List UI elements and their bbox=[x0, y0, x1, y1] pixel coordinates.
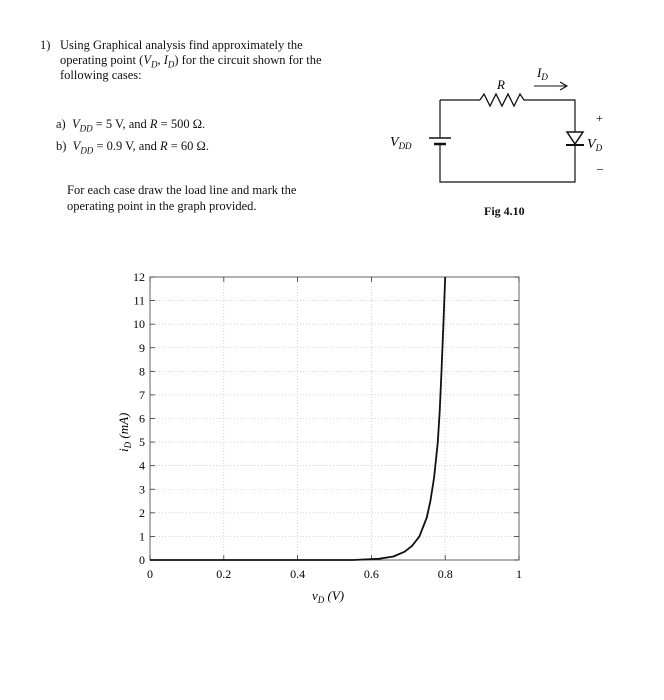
x-tick-label: 0.6 bbox=[363, 567, 379, 581]
y-tick-label: 10 bbox=[133, 317, 145, 332]
y-tick-label: 4 bbox=[139, 458, 145, 473]
plus-sign: + bbox=[596, 111, 603, 125]
chart-plot-area bbox=[150, 277, 519, 560]
y-tick-label: 8 bbox=[139, 364, 145, 379]
y-tick-label: 0 bbox=[139, 553, 145, 567]
question-number: 1) bbox=[40, 38, 51, 52]
chart-ticks bbox=[133, 270, 522, 581]
instruction-line-2: operating point in the graph provided. bbox=[67, 199, 257, 213]
resistor-label: R bbox=[497, 77, 505, 92]
y-tick-label: 11 bbox=[133, 293, 145, 308]
x-tick-label: 0 bbox=[147, 567, 153, 581]
source-label: $V_{DD}$ bbox=[390, 135, 412, 151]
y-tick-label: 6 bbox=[139, 411, 145, 426]
question-line-1: Using Graphical analysis find approximately the bbox=[60, 38, 303, 52]
case-b: b) $V_{DD} = 0.9$ V, and R = 60 Ω. bbox=[56, 139, 209, 156]
chart-ylabel: $i_D$ (mA) bbox=[116, 412, 133, 452]
x-tick-label: 1 bbox=[516, 567, 522, 581]
question-line-3: following cases: bbox=[60, 68, 142, 82]
x-tick-label: 0.2 bbox=[216, 567, 232, 581]
minus-sign: – bbox=[597, 161, 603, 175]
chart-xlabel: $v_D$ (V) bbox=[312, 588, 345, 605]
y-tick-label: 9 bbox=[139, 340, 145, 355]
y-tick-label: 12 bbox=[133, 270, 145, 284]
case-a: a) $V_{DD} = 5$ V, and R = 500 Ω. bbox=[56, 117, 206, 134]
figure-caption: Fig 4.10 bbox=[484, 204, 525, 218]
instruction-line-1: For each case draw the load line and mark the bbox=[67, 183, 297, 197]
x-tick-label: 0.8 bbox=[437, 567, 453, 581]
x-tick-label: 0.4 bbox=[290, 567, 306, 581]
chart-grid bbox=[150, 277, 519, 560]
diode-voltage-label: $V_D$ bbox=[587, 137, 603, 153]
y-tick-label: 1 bbox=[139, 529, 145, 544]
y-tick-label: 5 bbox=[139, 435, 145, 450]
question-line-2: operating point ($V_D$, $I_D$) for the circuit shown for the bbox=[60, 53, 322, 70]
y-tick-label: 3 bbox=[139, 482, 145, 497]
y-tick-label: 7 bbox=[139, 387, 145, 402]
current-label: $I_D$ bbox=[537, 65, 548, 82]
y-tick-label: 2 bbox=[139, 505, 145, 520]
